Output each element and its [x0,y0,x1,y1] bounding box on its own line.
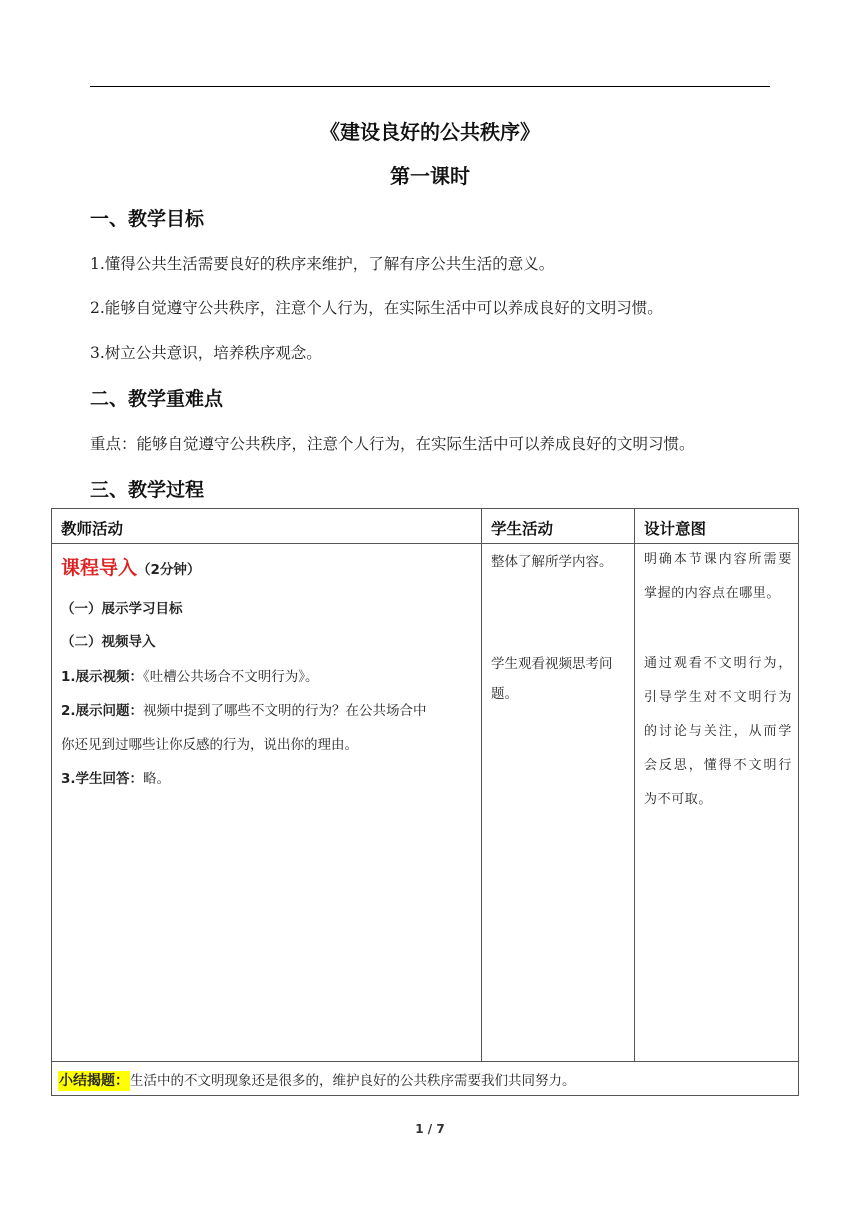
teacher-item-label: 2.展示问题： [61,703,144,719]
teacher-item-text: 《吐槽公共场合不文明行为》。 [143,669,319,685]
teacher-item-text: 视频中提到了哪些不文明的行为？在公共场合中 [143,703,427,719]
table-divider [481,509,482,1061]
column-header-intent: 设计意图 [644,520,707,538]
section-heading-objectives: 一、教学目标 [90,208,205,230]
summary-text: 生活中的不文明现象还是很多的，维护良好的公共秩序需要我们共同努力。 [130,1073,576,1089]
teacher-item [61,665,319,685]
objective-item: 1.懂得公共生活需要良好的秩序来维护，了解有序公共生活的意义。 [90,255,555,273]
step-label: （二）视频导入 [61,634,156,650]
table-divider [634,509,635,1061]
table-divider [52,1061,798,1062]
design-intent: 明确本节课内容所需要掌握的内容点在哪里。 [644,552,792,601]
objective-item: 3.树立公共意识，培养秩序观念。 [90,344,322,362]
teacher-item-label: 1.展示视频： [61,669,144,685]
student-activity: 整体了解所学内容。 [491,554,613,570]
student-activity: 学生观看视频思考问题。 [491,656,613,702]
teacher-item-continued: 你还见到过哪些让你反感的行为，说出你的理由。 [61,737,358,753]
page-number: 1 / 7 [415,1122,445,1136]
step-label: （一）展示学习目标 [61,601,183,617]
column-header-teacher: 教师活动 [61,520,124,538]
document-title: 《建设良好的公共秩序》 [320,120,540,144]
section-heading-keypoints: 二、教学重难点 [90,388,224,410]
document-subtitle: 第一课时 [390,164,470,188]
keypoint-text: 重点：能够自觉遵守公共秩序，注意个人行为，在实际生活中可以养成良好的文明习惯。 [90,435,695,453]
intro-title: 课程导入 [61,557,138,579]
summary-row [58,1069,576,1090]
teacher-item-label: 3.学生回答： [61,771,144,787]
process-table [51,508,799,1096]
intro-heading [61,553,200,580]
intro-time: （2分钟） [137,562,201,578]
teacher-item [61,767,170,787]
section-heading-process: 三、教学过程 [90,479,205,501]
objective-item: 2.能够自觉遵守公共秩序，注意个人行为，在实际生活中可以养成良好的文明习惯。 [90,299,663,317]
column-header-student: 学生活动 [491,520,554,538]
teacher-item-text: 略。 [143,771,171,787]
summary-label: 小结揭题： [59,1073,129,1089]
header-rule [90,86,770,87]
design-intent: 通过观看不文明行为，引导学生对不文明行为的讨论与关注，从而学会反思，懂得不文明行为不可取。 [644,656,792,807]
teacher-item [61,699,427,719]
